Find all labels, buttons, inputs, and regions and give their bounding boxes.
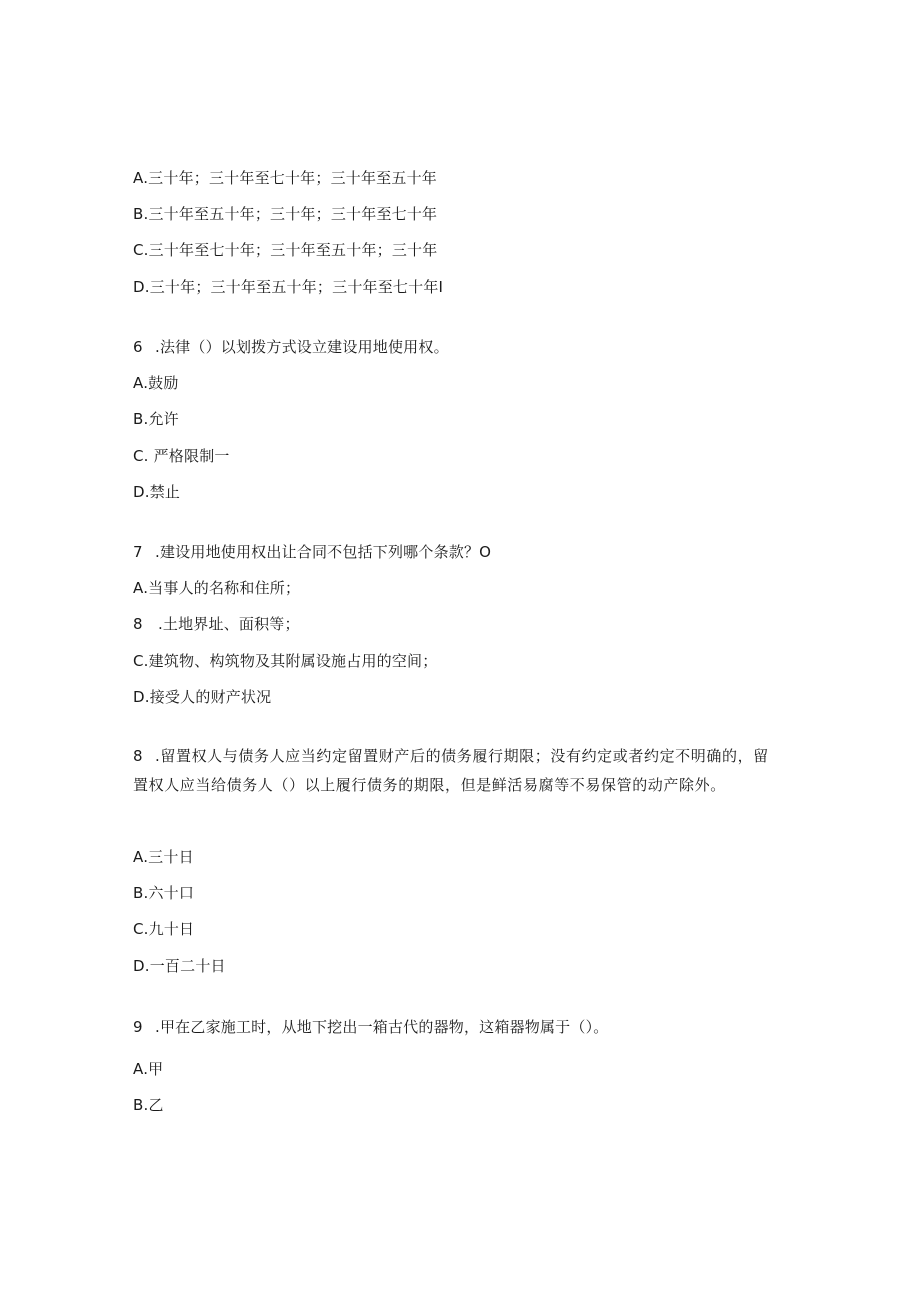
q7-option-c: C.建筑物、构筑物及其附属设施占用的空间； xyxy=(133,652,438,670)
q5-option-a: A.三十年；三十年至七十年；三十年至五十年 xyxy=(133,169,437,187)
q5-option-b: B.三十年至五十年；三十年；三十年至七十年 xyxy=(133,205,438,223)
q8-number: 8 xyxy=(133,747,144,765)
q7-number: 7 xyxy=(133,543,143,561)
q8-text: .留置权人与债务人应当约定留置财产后的债务履行期限；没有约定或者约定不明确的，留置权人应当给债务人（）以上履行债务的期限，但是鲜活易腐等不易保管的动产除外。 xyxy=(133,747,769,794)
q9-option-a: A.甲 xyxy=(133,1060,164,1078)
q5-option-d: D.三十年；三十年至五十年；三十年至七十年I xyxy=(133,278,444,296)
q8-option-a: A.三十日 xyxy=(133,848,194,866)
q8-option-d: D.一百二十日 xyxy=(133,957,226,975)
q6-option-b: B.允许 xyxy=(133,410,179,428)
q6-number: 6 xyxy=(133,338,143,356)
q6-option-a: A.鼓励 xyxy=(133,374,179,392)
q7-option-d: D.接受人的财产状况 xyxy=(133,688,272,706)
q9-question xyxy=(133,1017,608,1037)
q8-option-c: C.九十日 xyxy=(133,920,195,938)
q5-option-c: C.三十年至七十年；三十年至五十年；三十年 xyxy=(133,241,438,259)
q6-question xyxy=(133,337,449,357)
q7-option-b: 8 .土地界址、面积等； xyxy=(133,615,300,633)
q6-text: .法律（）以划拨方式设立建设用地使用权。 xyxy=(155,338,449,356)
q7-option-a: A.当事人的名称和住所； xyxy=(133,579,301,597)
q8-option-b: B.六十口 xyxy=(133,884,195,902)
q9-option-b: B.乙 xyxy=(133,1096,164,1114)
q6-option-d: D.禁止 xyxy=(133,483,181,501)
q7-text: .建设用地使用权出让合同不包括下列哪个条款？O xyxy=(155,543,492,561)
q8-question xyxy=(133,742,783,800)
q9-text: .甲在乙家施工时，从地下挖出一箱古代的器物，这箱器物属于（）。 xyxy=(155,1018,609,1036)
q6-option-c: C. 严格限制一 xyxy=(133,447,230,465)
q9-number: 9 xyxy=(133,1018,143,1036)
q7-question xyxy=(133,542,491,562)
